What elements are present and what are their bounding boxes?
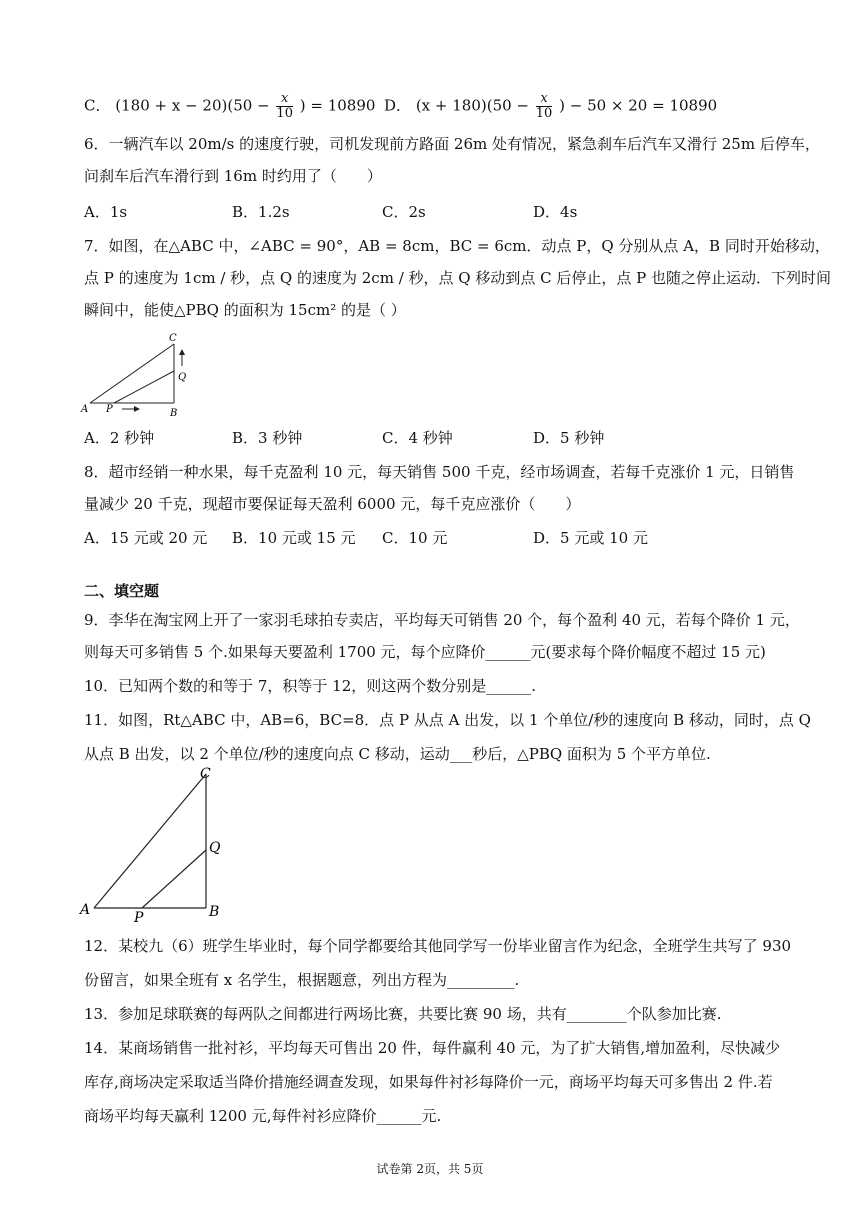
- label-c: C: [169, 333, 177, 344]
- formula-part: (180 + x − 20)(50 −: [115, 96, 270, 115]
- q14-line-1: 14．某商场销售一批衬衫，平均每天可售出 20 件，每件赢利 40 元，为了扩大销售,增加盈利，尽快减少: [84, 1039, 781, 1057]
- q11-line-1: 11．如图，Rt△ABC 中，AB=6，BC=8．点 P 从点 A 出发，以 1 个单位/秒的速度向 B 移动，同时，点 Q: [84, 711, 811, 729]
- q11-line-2: 从点 B 出发，以 2 个单位/秒的速度向点 C 移动，运动___秒后，△PBQ 面积为 5 个平方单位.: [84, 745, 711, 763]
- q5-option-c[interactable]: [84, 92, 375, 121]
- formula-part: (x + 180)(50 −: [415, 96, 529, 115]
- page-footer: 试卷第 2页，共 5页: [376, 1162, 484, 1176]
- label-a: A: [80, 902, 91, 918]
- label-b: B: [209, 904, 220, 920]
- label-c: C: [200, 766, 211, 782]
- q6-option-d[interactable]: D．4s: [533, 203, 578, 221]
- q13-line: 13．参加足球联赛的每两队之间都进行两场比赛，共要比赛 90 场，共有________个队参加比赛.: [84, 1005, 722, 1023]
- q7-option-a[interactable]: A．2 秒钟: [84, 429, 155, 447]
- q7-triangle-figure: [78, 330, 198, 420]
- segment-pq: [142, 850, 206, 908]
- fraction: $\frac{x}{10}$: [535, 91, 553, 121]
- q10-line: 10．已知两个数的和等于 7，积等于 12，则这两个数分别是______.: [84, 677, 537, 695]
- q8-option-d[interactable]: D．5 元或 10 元: [533, 529, 648, 547]
- q6-line-2: 问刹车后汽车滑行到 16m 时约用了（ ）: [84, 167, 382, 185]
- q6-option-a[interactable]: A．1s: [84, 203, 128, 221]
- q6-line-1: 6．一辆汽车以 20m/s 的速度行驶，司机发现前方路面 26m 处有情况，紧急刹车后汽车又滑行 25m 后停车，: [84, 135, 820, 153]
- q7-option-b[interactable]: B．3 秒钟: [232, 429, 303, 447]
- q8-option-a[interactable]: A．15 元或 20 元: [84, 529, 208, 547]
- q8-option-c[interactable]: C．10 元: [382, 529, 448, 547]
- label-p: P: [134, 910, 144, 924]
- option-label: D．: [384, 96, 412, 115]
- q8-line-2: 量减少 20 千克，现超市要保证每天盈利 6000 元，每千克应涨价（ ）: [84, 495, 581, 513]
- q5-option-d[interactable]: [384, 92, 717, 121]
- q14-line-3: 商场平均每天赢利 1200 元,每件衬衫应降价______元.: [84, 1107, 442, 1125]
- q12-line-1: 12．某校九（6）班学生毕业时，每个同学都要给其他同学写一份毕业留言作为纪念，全班学生共写了 930: [84, 937, 792, 955]
- q12-line-2: 份留言，如果全班有 x 名学生，根据题意，列出方程为_________.: [84, 971, 520, 989]
- q6-option-b[interactable]: B．1.2s: [232, 203, 290, 221]
- label-b: B: [170, 408, 178, 419]
- q7-line-2: 点 P 的速度为 1cm / 秒，点 Q 的速度为 2cm / 秒，点 Q 移动到点 C 后停止，点 P 也随之停止运动．下列时间: [84, 269, 831, 287]
- q7-line-3: 瞬间中，能使△PBQ 的面积为 15cm² 的是（ ）: [84, 301, 406, 319]
- q14-line-2: 库存,商场决定采取适当降价措施经调查发现，如果每件衬衫每降价一元，商场平均每天可多售出 2 件.若: [84, 1073, 773, 1091]
- q9-line-1: 9．李华在淘宝网上开了一家羽毛球拍专卖店，平均每天可销售 20 个，每个盈利 40 元，若每个降价 1 元，: [84, 611, 800, 629]
- formula-part: ) = 10890: [299, 96, 376, 115]
- q7-option-d[interactable]: D．5 秒钟: [533, 429, 605, 447]
- section-heading: 二、填空题: [84, 582, 160, 600]
- arrow-right-head-icon: [134, 406, 140, 412]
- q7-option-c[interactable]: C．4 秒钟: [382, 429, 453, 447]
- formula-part: ) − 50 × 20 = 10890: [559, 96, 718, 115]
- label-q: Q: [178, 372, 187, 383]
- arrow-up-head-icon: [179, 349, 185, 355]
- side-ac: [94, 774, 206, 908]
- q7-line-1: 7．如图，在△ABC 中，∠ABC = 90°，AB = 8cm，BC = 6cm．动点 P，Q 分别从点 A，B 同时开始移动，: [84, 237, 830, 255]
- label-p: P: [106, 404, 113, 415]
- q9-line-2: 则每天可多销售 5 个.如果每天要盈利 1700 元，每个应降价______元(要求每个降价幅度不超过 15 元): [84, 643, 766, 661]
- segment-pq: [114, 371, 174, 403]
- q11-triangle-figure: [78, 762, 238, 924]
- side-ac: [90, 344, 174, 403]
- q8-option-b[interactable]: B．10 元或 15 元: [232, 529, 356, 547]
- label-a: A: [81, 404, 89, 415]
- q6-option-c[interactable]: C．2s: [382, 203, 426, 221]
- label-q: Q: [209, 840, 221, 856]
- q8-line-1: 8．超市经销一种水果，每千克盈利 10 元，每天销售 500 千克，经市场调查，若每千克涨价 1 元，日销售: [84, 463, 795, 481]
- option-label: C．: [84, 96, 111, 115]
- fraction: $\frac{x}{10}$: [276, 91, 293, 121]
